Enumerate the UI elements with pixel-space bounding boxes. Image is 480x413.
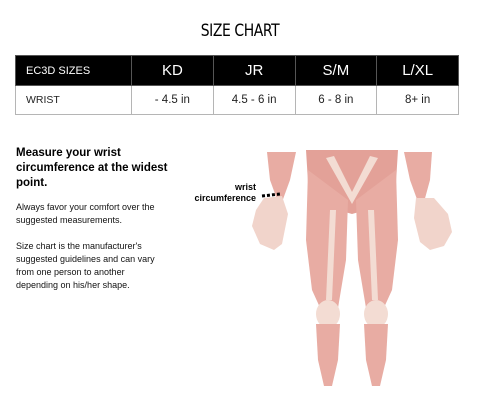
table-row: [16, 86, 459, 115]
header-lxl: L/XL: [377, 56, 459, 86]
header-sizes: EC3D SIZES: [16, 56, 132, 86]
size-chart-table: [15, 55, 459, 115]
anatomy-illustration: [240, 140, 465, 390]
header-kd: KD: [132, 56, 214, 86]
left-hand: [252, 196, 288, 250]
cell-kd: - 4.5 in: [132, 86, 214, 115]
right-knee: [364, 300, 388, 328]
wrist-label-line1: wrist: [234, 182, 256, 192]
cell-lxl: 8+ in: [377, 86, 459, 115]
header-jr: JR: [213, 56, 295, 86]
wrist-measure-marker: [262, 194, 280, 196]
measure-heading: Measure your wrist circumference at the widest point.: [16, 147, 168, 189]
row-label-wrist: WRIST: [16, 86, 132, 115]
wrist-label-line2: circumference: [194, 193, 256, 203]
table-header-row: [16, 56, 459, 86]
left-shin: [316, 324, 340, 386]
comfort-note: Always favor your comfort over the suggested measurements.: [16, 202, 155, 225]
right-shin: [364, 324, 388, 386]
page-title: SIZE CHART: [200, 21, 280, 41]
right-forearm: [404, 152, 432, 202]
header-sm: S/M: [295, 56, 377, 86]
guideline-note: Size chart is the manufacturer's suggested guidelines and can vary from one person to another depending on his/her shape.: [16, 241, 155, 290]
left-knee: [316, 300, 340, 328]
right-hand: [414, 198, 452, 250]
cell-sm: 6 - 8 in: [295, 86, 377, 115]
cell-jr: 4.5 - 6 in: [213, 86, 295, 115]
left-forearm: [267, 152, 296, 202]
